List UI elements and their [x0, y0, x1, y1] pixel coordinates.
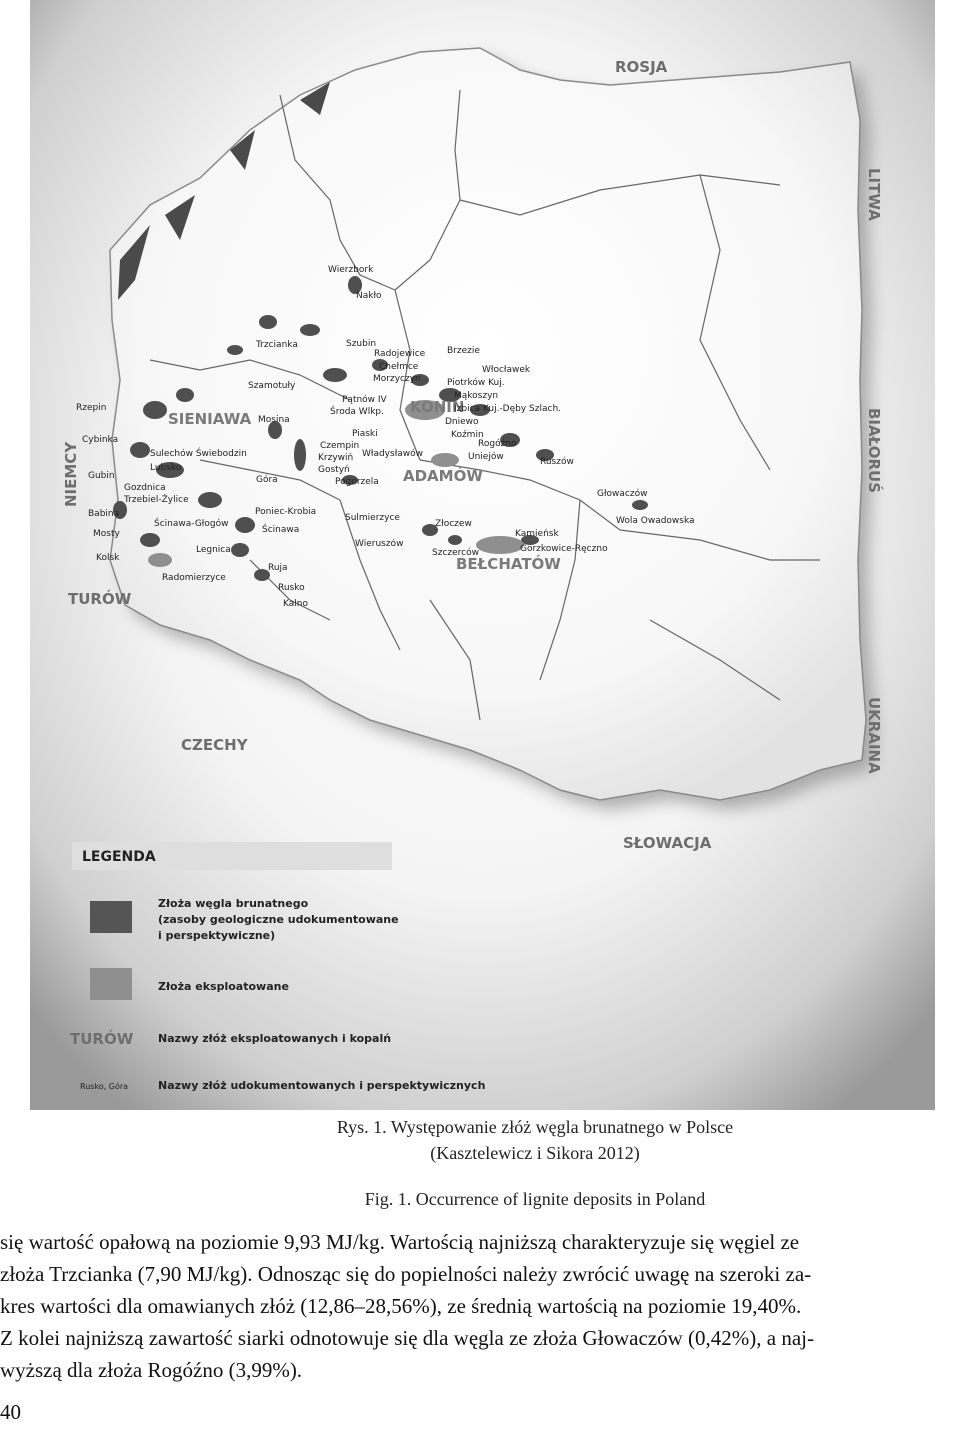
- label-ruja: Ruja: [268, 563, 288, 573]
- label-scinawa: Ścinawa: [262, 525, 300, 535]
- label-glowaczow: Głowaczów: [597, 489, 648, 499]
- label-kalno: Kalno: [283, 599, 308, 609]
- label-naklo: Nakło: [356, 291, 382, 301]
- label-gora: Góra: [256, 475, 278, 485]
- label-szczercow: Szczerców: [432, 548, 479, 558]
- label-scinawa-glogow: Ścinawa-Głogów: [154, 519, 229, 529]
- page-number: 40: [0, 1400, 21, 1424]
- label-krzywin: Krzywiń: [318, 453, 354, 463]
- label-piotrkow-kuj: Piotrków Kuj.: [447, 378, 505, 388]
- label-niemcy: NIEMCY: [62, 441, 80, 507]
- label-kozmin: Koźmin: [451, 430, 484, 440]
- body-line: się wartość opałową na poziomie 9,93 MJ/kg. Wartością najniższą charakteryzuje się węgiel ze: [0, 1230, 800, 1254]
- label-brzezie: Brzezie: [447, 346, 480, 356]
- label-wierzbork: Wierzbork: [328, 265, 374, 275]
- label-szubin: Szubin: [346, 339, 377, 349]
- label-wieruszow: Wieruszów: [355, 539, 404, 549]
- caption-english: Fig. 1. Occurrence of lignite deposits in Poland: [364, 1189, 706, 1209]
- label-pogorzela: Pogorzela: [335, 477, 379, 487]
- legend-swatch-documented: [90, 901, 132, 933]
- label-dniewo: Dniewo: [445, 417, 479, 427]
- label-uniejow: Uniejów: [468, 452, 504, 462]
- label-czempin: Czempin: [320, 441, 360, 451]
- label-konin: KONIN: [410, 398, 465, 416]
- label-patnow: Pątnów IV: [342, 395, 387, 405]
- body-line: kres wartości dla omawianych złóż (12,86–28,56%), ze średnią wartością na poziomie 19,40%.: [0, 1294, 802, 1318]
- label-izbica: Izbica Kuj.-Dęby Szlach.: [454, 404, 562, 414]
- legend-exploited-text: Złoża eksploatowane: [158, 980, 289, 993]
- label-zloczew: Złoczew: [435, 519, 472, 529]
- label-litwa: LITWA: [865, 168, 883, 221]
- label-legnica: Legnica: [196, 545, 231, 555]
- label-trzcianka: Trzcianka: [256, 340, 298, 350]
- label-sroda: Środa Wlkp.: [330, 407, 384, 417]
- label-szamotuly: Szamotuły: [248, 381, 296, 391]
- legend-swatch-exploited: [90, 968, 132, 1000]
- legend-mine-desc: Nazwy złóż eksploatowanych i kopalń: [158, 1032, 392, 1045]
- label-gubin: Gubin: [88, 471, 115, 481]
- legend-mine-sample: TURÓW: [70, 1030, 134, 1048]
- label-piaski: Piaski: [352, 429, 378, 439]
- legend-documented-text: Złoża węgla brunatnego (zasoby geologiczne udokumentowane i perspektywiczne): [158, 897, 399, 942]
- label-kolsk: Kolsk: [96, 553, 120, 563]
- label-gozdnica: Gozdnica: [124, 483, 166, 493]
- label-gorzkowice: Gorzkowice-Ręczno: [520, 544, 608, 554]
- label-mosina: Mosina: [258, 415, 290, 425]
- label-sieniawa: SIENIAWA: [168, 410, 252, 428]
- body-line: Z kolei najniższą zawartość siarki odnotowuje się dla węgla ze złoża Głowaczów (0,42%), a naj-: [0, 1326, 815, 1350]
- body-line: złoża Trzcianka (7,90 MJ/kg). Odnosząc się do popielności należy zwrócić uwagę na szeroki za-: [0, 1262, 812, 1286]
- label-wloclawek: Włocławek: [482, 365, 531, 375]
- label-radomierzyce: Radomierzyce: [162, 573, 226, 583]
- caption-pl-line1: Rys. 1. Występowanie złóż węgla brunatnego w Polsce: [336, 1117, 734, 1137]
- label-gostyn: Gostyń: [318, 465, 350, 475]
- label-belchatow: BEŁCHATÓW: [456, 555, 561, 573]
- figure-captions: [0, 1114, 960, 1212]
- label-wladyslawow: Władysławów: [362, 449, 424, 459]
- label-bialorus: BIAŁORUŚ: [865, 408, 883, 494]
- label-trzebiel: Trzebiel-Żylice: [124, 495, 189, 505]
- caption-pl-line2: (Kasztelewicz i Sikora 2012): [430, 1143, 640, 1163]
- caption-polish: [110, 1114, 960, 1166]
- legend-doc-sample: Rusko, Góra: [80, 1082, 129, 1091]
- label-slowacja: SŁOWACJA: [623, 834, 712, 852]
- label-sulmierzyce: Sulmierzyce: [345, 513, 400, 523]
- label-sulechow: Sulechów Świebodzin: [150, 449, 247, 459]
- label-rusko: Rusko: [278, 583, 305, 593]
- label-cybinka: Cybinka: [82, 435, 119, 445]
- label-turow: TURÓW: [68, 590, 132, 608]
- label-ruszow: Ruszów: [540, 457, 574, 467]
- label-rosja: ROSJA: [615, 58, 668, 76]
- label-kamiensk: Kamieńsk: [515, 529, 559, 539]
- label-ukraina: UKRAINA: [865, 697, 883, 774]
- legend-title: LEGENDA: [82, 849, 156, 865]
- label-lubsko: Lubsko: [150, 463, 182, 473]
- label-rzepin: Rzepin: [76, 403, 107, 413]
- label-morzyczyn: Morzyczyn: [373, 374, 421, 384]
- label-babina: Babina: [88, 509, 120, 519]
- label-wola-owadowska: Wola Owadowska: [616, 516, 695, 526]
- body-paragraph: [0, 1226, 958, 1386]
- label-mosty: Mosty: [93, 529, 120, 539]
- label-rogozno: Rogóźno: [478, 439, 517, 449]
- label-radojewice: Radojewice: [374, 349, 426, 359]
- label-poniec: Poniec-Krobia: [255, 507, 317, 517]
- legend-doc-desc: Nazwy złóż udokumentowanych i perspektywicznych: [158, 1079, 486, 1092]
- label-adamow: ADAMÓW: [403, 467, 483, 485]
- label-miakoszyn: Mąkoszyn: [454, 391, 499, 401]
- body-line: wyższą dla złoża Rogóźno (3,99%).: [0, 1358, 303, 1382]
- label-chelmce: Chełmce: [379, 362, 419, 372]
- label-czechy: CZECHY: [181, 736, 248, 754]
